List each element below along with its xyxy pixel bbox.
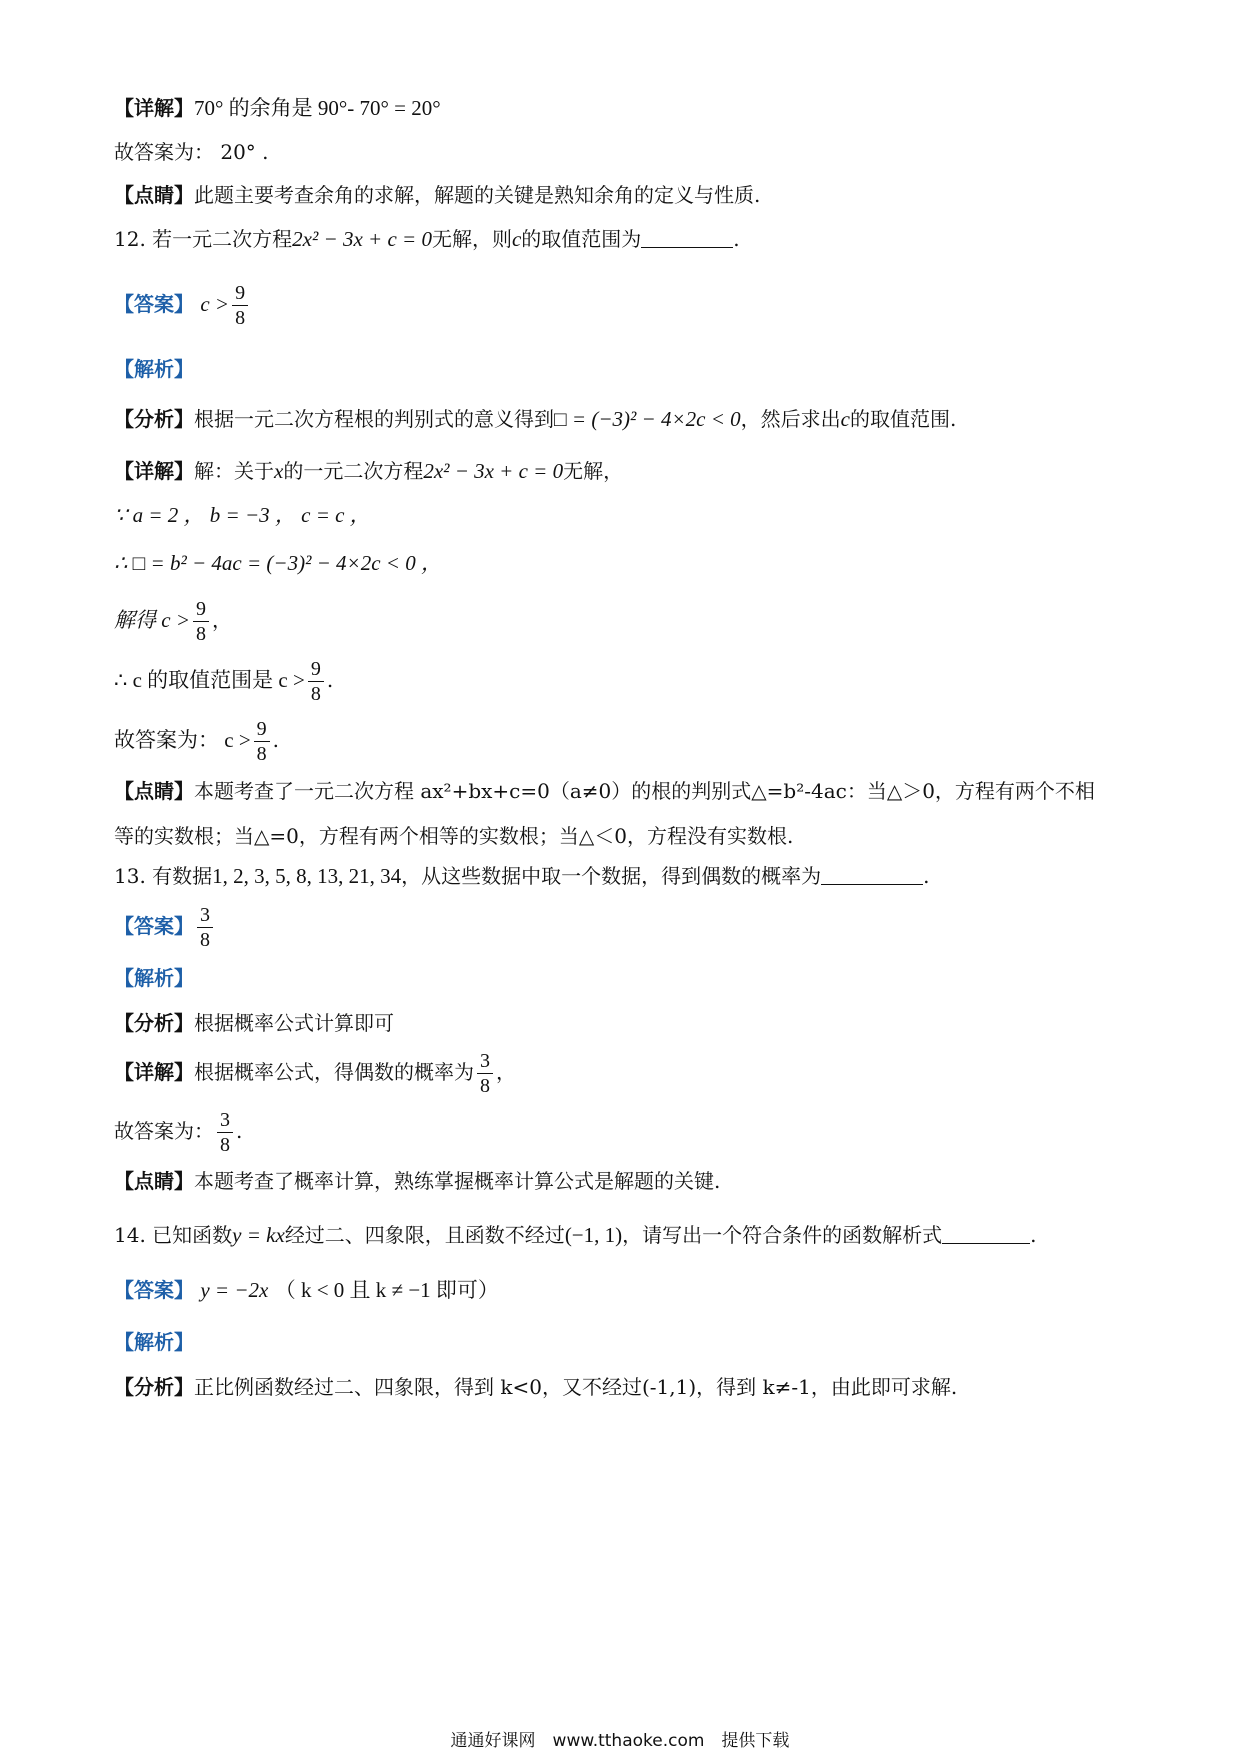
tag-answer: 【答案】 bbox=[114, 1278, 194, 1302]
answer-equation: y = −2x bbox=[200, 1278, 269, 1302]
reasoning-text: 根据概率公式计算即可 bbox=[194, 1011, 394, 1035]
answer-note: （ k < 0 且 k ≠ −1 即可） bbox=[274, 1278, 499, 1302]
reasoning-14 bbox=[114, 1373, 957, 1401]
variable: x bbox=[274, 459, 284, 483]
denominator: 8 bbox=[200, 929, 210, 951]
fraction bbox=[217, 1108, 233, 1157]
analysis-12 bbox=[114, 355, 194, 383]
numerator: 3 bbox=[197, 903, 213, 928]
question-text: 无解，则 bbox=[431, 227, 512, 251]
answer-line bbox=[114, 138, 269, 166]
fraction bbox=[193, 597, 209, 646]
question-number: 13. bbox=[114, 864, 146, 888]
period: . bbox=[733, 227, 740, 251]
period: . bbox=[923, 864, 930, 888]
numerator: 3 bbox=[217, 1108, 233, 1133]
denominator: 8 bbox=[235, 307, 246, 329]
analysis-13 bbox=[114, 964, 194, 992]
step-3 bbox=[114, 590, 232, 650]
step-5 bbox=[114, 710, 279, 770]
detail-text: 70° 的余角是 90°- 70° = 20° bbox=[194, 96, 441, 120]
answer-12 bbox=[114, 274, 251, 334]
variable: c bbox=[840, 407, 850, 431]
answer-blank bbox=[821, 864, 923, 885]
equation: 2x² − 3x + c = 0 bbox=[423, 459, 564, 483]
equation: 2x² − 3x + c = 0 bbox=[292, 227, 432, 251]
punctuation: . bbox=[236, 1119, 243, 1143]
fraction bbox=[308, 657, 324, 706]
question-14 bbox=[114, 1221, 1037, 1249]
numerator: 9 bbox=[308, 657, 324, 682]
question-text: 已知函数 bbox=[152, 1223, 233, 1247]
answer-blank bbox=[942, 1223, 1030, 1244]
numerator: 3 bbox=[477, 1049, 493, 1074]
detail-text: 无解， bbox=[563, 459, 624, 483]
denominator: 8 bbox=[480, 1075, 490, 1097]
tag-answer: 【答案】 bbox=[114, 914, 194, 938]
answer-14 bbox=[114, 1276, 499, 1304]
comment-12b: 等的实数根；当△=0，方程有两个相等的实数根；当△＜0，方程没有实数根. bbox=[114, 824, 794, 848]
tag-reasoning: 【分析】 bbox=[114, 407, 194, 431]
reasoning-text: 正比例函数经过二、四象限，得到 k<0，又不经过(-1,1)，得到 k≠-1，由此即可求解. bbox=[194, 1375, 958, 1399]
tag-reasoning: 【分析】 bbox=[114, 1375, 194, 1399]
denominator: 8 bbox=[220, 1134, 230, 1156]
detail-text: 根据概率公式，得偶数的概率为 bbox=[194, 1060, 474, 1084]
question-number: 12. bbox=[114, 227, 146, 251]
fraction bbox=[254, 717, 270, 766]
period: . bbox=[1030, 1223, 1037, 1247]
tag-analysis: 【解析】 bbox=[114, 966, 194, 990]
question-text: 的取值范围为 bbox=[521, 227, 642, 251]
denominator: 8 bbox=[310, 683, 321, 705]
fraction bbox=[477, 1049, 493, 1098]
comment-13 bbox=[114, 1167, 720, 1195]
reasoning-text: 根据一元二次方程根的判别式的意义得到 bbox=[194, 407, 554, 431]
step-text: 解得 c > bbox=[114, 608, 190, 632]
tag-analysis: 【解析】 bbox=[114, 1330, 194, 1354]
question-12 bbox=[114, 225, 740, 253]
step-4 bbox=[114, 650, 333, 710]
comment-line bbox=[114, 181, 760, 209]
answer-text: 故答案为： 20° . bbox=[114, 140, 269, 164]
tag-comment: 【点睛】 bbox=[114, 183, 194, 207]
detail-13 bbox=[114, 1042, 516, 1102]
analysis-14 bbox=[114, 1328, 194, 1356]
question-text: 若一元二次方程 bbox=[152, 227, 293, 251]
equation: □ = (−3)² − 4×2c < 0 bbox=[554, 407, 741, 431]
punctuation: ， bbox=[212, 608, 232, 632]
detail-line bbox=[114, 94, 441, 122]
equation: y = kx bbox=[232, 1223, 285, 1247]
comment-text: 此题主要考查余角的求解，解题的关键是熟知余角的定义与性质. bbox=[194, 183, 761, 207]
numerator: 9 bbox=[232, 281, 248, 306]
question-text: 有数据 bbox=[152, 864, 213, 888]
tag-comment: 【点睛】 bbox=[114, 779, 194, 803]
denominator: 8 bbox=[196, 623, 206, 645]
reasoning-13 bbox=[114, 1009, 394, 1037]
punctuation: . bbox=[272, 728, 280, 752]
detail-text: 的一元二次方程 bbox=[283, 459, 424, 483]
detail-text: 解：关于 bbox=[194, 459, 274, 483]
answer-blank bbox=[641, 227, 733, 248]
data-list: 1, 2, 3, 5, 8, 13, 21, 34 bbox=[212, 864, 402, 888]
comment-text: 本题考查了一元二次方程 ax²+bx+c=0（a≠0）的根的判别式△=b²-4ac：当△＞0，方程有两个不相 bbox=[194, 779, 1095, 803]
numerator: 9 bbox=[254, 717, 270, 742]
punctuation: ， bbox=[496, 1060, 516, 1084]
tag-answer: 【答案】 bbox=[114, 292, 194, 316]
question-text: ，从这些数据中取一个数据，得到偶数的概率为 bbox=[401, 864, 822, 888]
comment-text: 本题考查了概率计算，熟练掌握概率计算公式是解题的关键. bbox=[194, 1169, 721, 1193]
answer-13 bbox=[114, 896, 216, 956]
fraction bbox=[232, 281, 248, 330]
tag-detail: 【详解】 bbox=[114, 1060, 194, 1084]
reasoning-text: 的取值范围. bbox=[849, 407, 957, 431]
question-number: 14. bbox=[114, 1223, 146, 1247]
step-2: ∴ □ = b² − 4ac = (−3)² − 4×2c < 0 ， bbox=[114, 551, 442, 575]
step-1: ∵ a = 2 ， b = −3 ， c = c ， bbox=[114, 503, 371, 527]
reasoning-text: ，然后求出 bbox=[740, 407, 841, 431]
footer-credit: 通通好课网 www.tthaoke.com 提供下载 bbox=[450, 1731, 790, 1751]
point: (−1, 1) bbox=[564, 1223, 623, 1247]
step-text: ∴ c 的取值范围是 c > bbox=[114, 668, 305, 692]
comment-12a bbox=[114, 777, 1095, 805]
tag-reasoning: 【分析】 bbox=[114, 1011, 194, 1035]
question-text: ，请写出一个符合条件的函数解析式 bbox=[622, 1223, 943, 1247]
question-13 bbox=[114, 862, 930, 890]
tag-detail: 【详解】 bbox=[114, 459, 194, 483]
tag-comment: 【点睛】 bbox=[114, 1169, 194, 1193]
numerator: 9 bbox=[193, 597, 209, 622]
tag-detail: 【详解】 bbox=[114, 96, 194, 120]
variable: c bbox=[511, 227, 522, 251]
given-13 bbox=[114, 1101, 242, 1161]
answer-lhs: c > bbox=[200, 292, 230, 316]
detail-12 bbox=[114, 457, 623, 485]
denominator: 8 bbox=[256, 743, 267, 765]
punctuation: . bbox=[326, 668, 334, 692]
fraction bbox=[197, 903, 213, 952]
step-text: 故答案为： c > bbox=[114, 728, 251, 752]
question-text: 经过二、四象限，且函数不经过 bbox=[284, 1223, 565, 1247]
reasoning-12 bbox=[114, 405, 956, 433]
answer-text: 故答案为： bbox=[114, 1119, 214, 1143]
tag-analysis: 【解析】 bbox=[114, 357, 194, 381]
